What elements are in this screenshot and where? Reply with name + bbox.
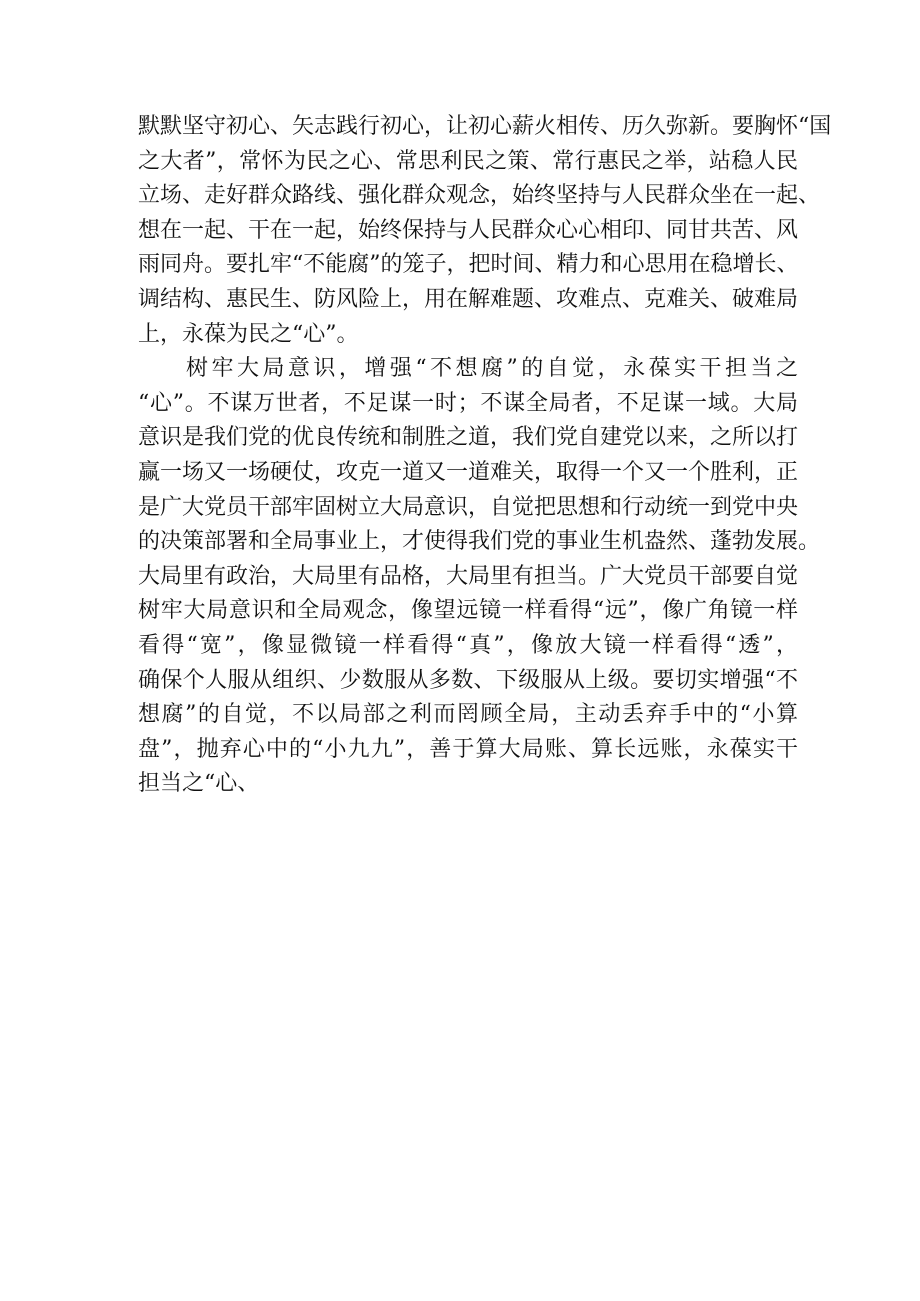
paragraph-2-line-9: 看得“宽”，像显微镜一样看得“真”，像放大镜一样看得“透”， [138,632,798,658]
document-body [138,110,832,802]
paragraph-2-line-5: 是广大党员干部牢固树立大局意识，自觉把思想和行动统一到党中央 [138,494,799,520]
paragraph-1-line-1: 默默坚守初心、矢志践行初心，让初心薪火相传、历久弥新。要胸怀“国 [138,114,832,139]
paragraph-2-line-7: 大局里有政治，大局里有品格，大局里有担当。广大党员干部要自觉 [138,563,799,589]
paragraph-1-line-5: 雨同舟。要扎牢“不能腐”的笼子，把时间、精力和心思用在稳增长、 [138,252,799,278]
paragraph-2-line-13: 担当之“心、 [138,771,260,797]
paragraph-2-line-11: 想腐”的自觉，不以局部之利而罔顾全局，主动丢弃手中的“小算 [138,702,798,728]
paragraph-1-line-6: 调结构、惠民生、防风险上，用在解难题、攻难点、克难关、破难局 [138,286,799,312]
paragraph-1-line-7: 上，永葆为民之“心”。 [138,321,359,347]
paragraph-2-line-4: 赢一场又一场硬仗，攻克一道又一道难关，取得一个又一个胜利，正 [138,459,799,485]
paragraph-2-line-8: 树牢大局意识和全局观念，像望远镜一样看得“远”，像广角镜一样 [138,598,798,624]
paragraph-1-line-2: 之大者”，常怀为民之心、常思利民之策、常行惠民之举，站稳人民 [138,148,798,174]
paragraph-2-line-2: “心”。不谋万世者，不足谋一时；不谋全局者，不足谋一域。大局 [138,390,798,416]
paragraph-1 [138,110,832,352]
paragraph-2-line-3: 意识是我们党的优良传统和制胜之道，我们党自建党以来，之所以打 [138,425,799,451]
paragraph-1-line-4: 想在一起、干在一起，始终保持与人民群众心心相印、同甘共苦、风 [138,217,799,243]
paragraph-2-line-12: 盘”，抛弃心中的“小九九”，善于算大局账、算长远账，永葆实干 [138,736,798,762]
paragraph-2-line-10: 确保个人服从组织、少数服从多数、下级服从上级。要切实增强“不 [138,667,798,693]
paragraph-2-line-1: 树牢大局意识，增强“不想腐”的自觉，永葆实干担当之 [186,356,798,382]
paragraph-1-line-3: 立场、走好群众路线、强化群众观念，始终坚持与人民群众坐在一起、 [138,183,821,209]
paragraph-2 [138,352,821,802]
paragraph-2-line-6: 的决策部署和全局事业上，才使得我们党的事业生机盎然、蓬勃发展。 [138,529,821,555]
